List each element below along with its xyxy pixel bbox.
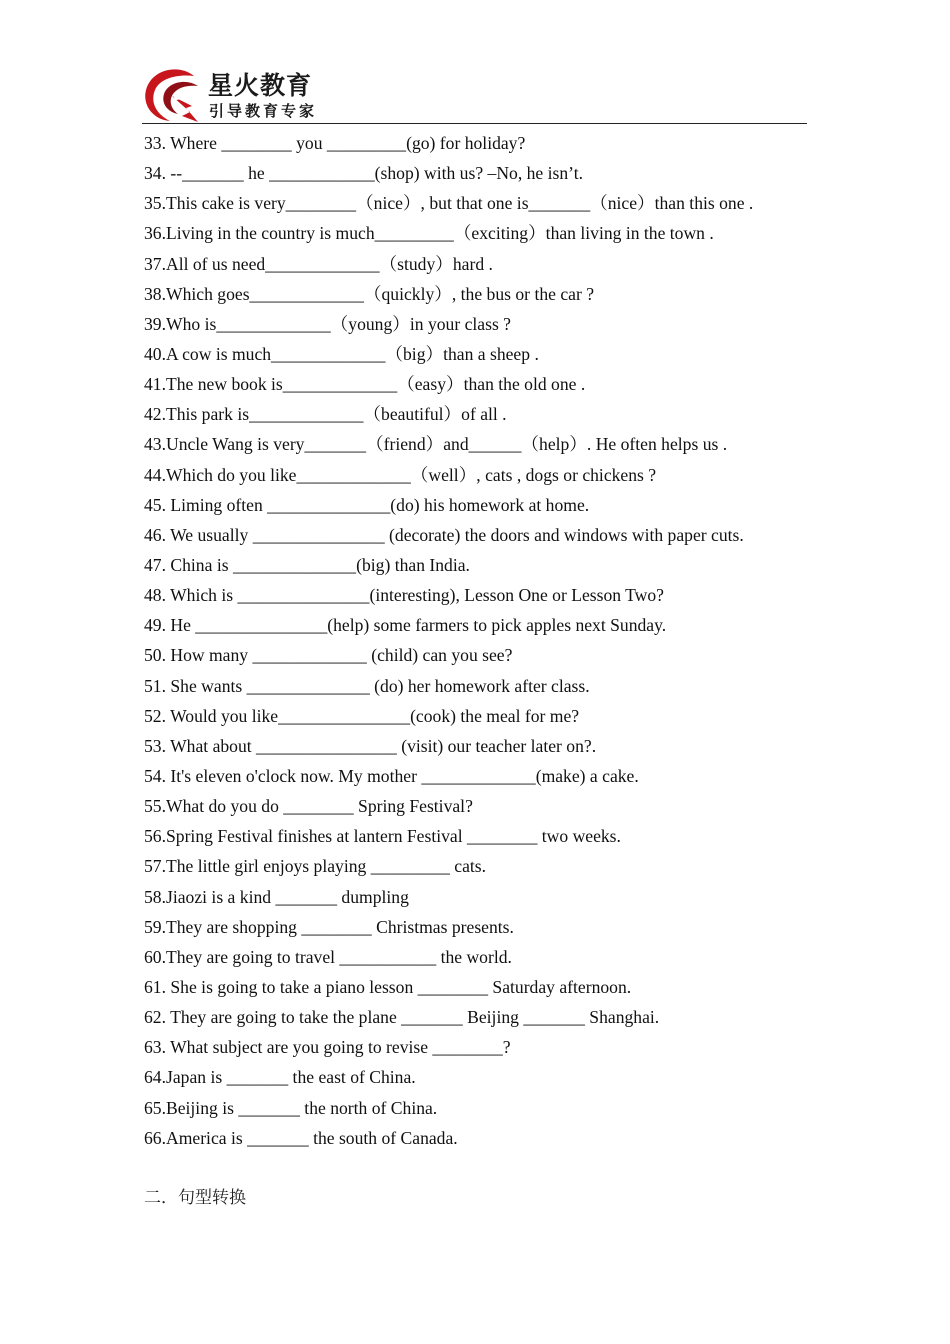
question-item: 61. She is going to take a piano lesson ________ Saturday afternoon.	[144, 976, 632, 997]
brand-name: 星火教育	[208, 71, 313, 100]
question-item: 66.America is _______ the south of Canada.	[144, 1127, 458, 1148]
question-item: 58.Jiaozi is a kind _______ dumpling	[144, 886, 409, 907]
page-header	[142, 64, 807, 124]
question-item: 33. Where ________ you _________(go) for holiday?	[144, 133, 526, 153]
brand-slogan: 引导教育专家	[209, 102, 318, 120]
question-item: 62. They are going to take the plane _______ Beijing _______ Shanghai.	[144, 1007, 660, 1028]
xinghuo-logo-icon	[142, 66, 202, 122]
question-item: 42.This park is_____________（beautiful）of all .	[144, 404, 507, 425]
question-item: 51. She wants ______________ (do) her homework after class.	[144, 675, 590, 696]
question-item: 37.All of us need_____________（study）hard .	[144, 253, 493, 274]
question-item: 57.The little girl enjoys playing _________ cats.	[144, 856, 487, 877]
question-item: 56.Spring Festival finishes at lantern Festival ________ two weeks.	[144, 826, 621, 847]
question-item: 59.They are shopping ________ Christmas presents.	[144, 916, 514, 937]
question-item: 46. We usually _______________ (decorate) the doors and windows with paper cuts.	[144, 524, 744, 545]
question-item: 63. What subject are you going to revise ________?	[144, 1037, 511, 1058]
question-item: 40.A cow is much_____________（big）than a sheep .	[144, 343, 539, 364]
question-item: 47. China is ______________(big) than India.	[144, 554, 470, 575]
question-item: 60.They are going to travel ___________ the world.	[144, 946, 512, 967]
question-item: 54. It's eleven o'clock now. My mother _____________(make) a cake.	[144, 765, 639, 786]
question-list	[144, 128, 814, 1153]
question-item: 50. How many _____________ (child) can you see?	[144, 645, 513, 666]
header-divider	[142, 123, 807, 124]
question-item: 55.What do you do ________ Spring Festival?	[144, 796, 473, 817]
question-item: 43.Uncle Wang is very_______（friend）and______（help）. He often helps us .	[144, 434, 728, 455]
question-item: 35.This cake is very________（nice）, but that one is_______（nice）than this one .	[144, 193, 754, 214]
question-item: 52. Would you like_______________(cook) the meal for me?	[144, 705, 580, 726]
question-item: 65.Beijing is _______ the north of China.	[144, 1097, 438, 1118]
question-item: 39.Who is_____________（young）in your class ?	[144, 313, 511, 334]
question-item: 64.Japan is _______ the east of China.	[144, 1067, 416, 1088]
question-item: 48. Which is _______________(interesting), Lesson One or Lesson Two?	[144, 585, 664, 606]
section-heading: 二．句型转换	[144, 1188, 246, 1208]
question-item: 45. Liming often ______________(do) his homework at home.	[144, 494, 590, 515]
question-item: 49. He _______________(help) some farmers to pick apples next Sunday.	[144, 615, 667, 636]
question-item: 34. --_______ he ____________(shop) with us? –No, he isn’t.	[144, 163, 583, 184]
question-item: 44.Which do you like_____________（well）, cats , dogs or chickens ?	[144, 464, 657, 485]
question-item: 38.Which goes_____________（quickly）, the bus or the car ?	[144, 283, 595, 304]
question-item: 53. What about ________________ (visit) our teacher later on?.	[144, 735, 597, 756]
question-item: 36.Living in the country is much_________（exciting）than living in the town .	[144, 223, 714, 244]
question-item: 41.The new book is_____________（easy）than the old one .	[144, 374, 586, 395]
